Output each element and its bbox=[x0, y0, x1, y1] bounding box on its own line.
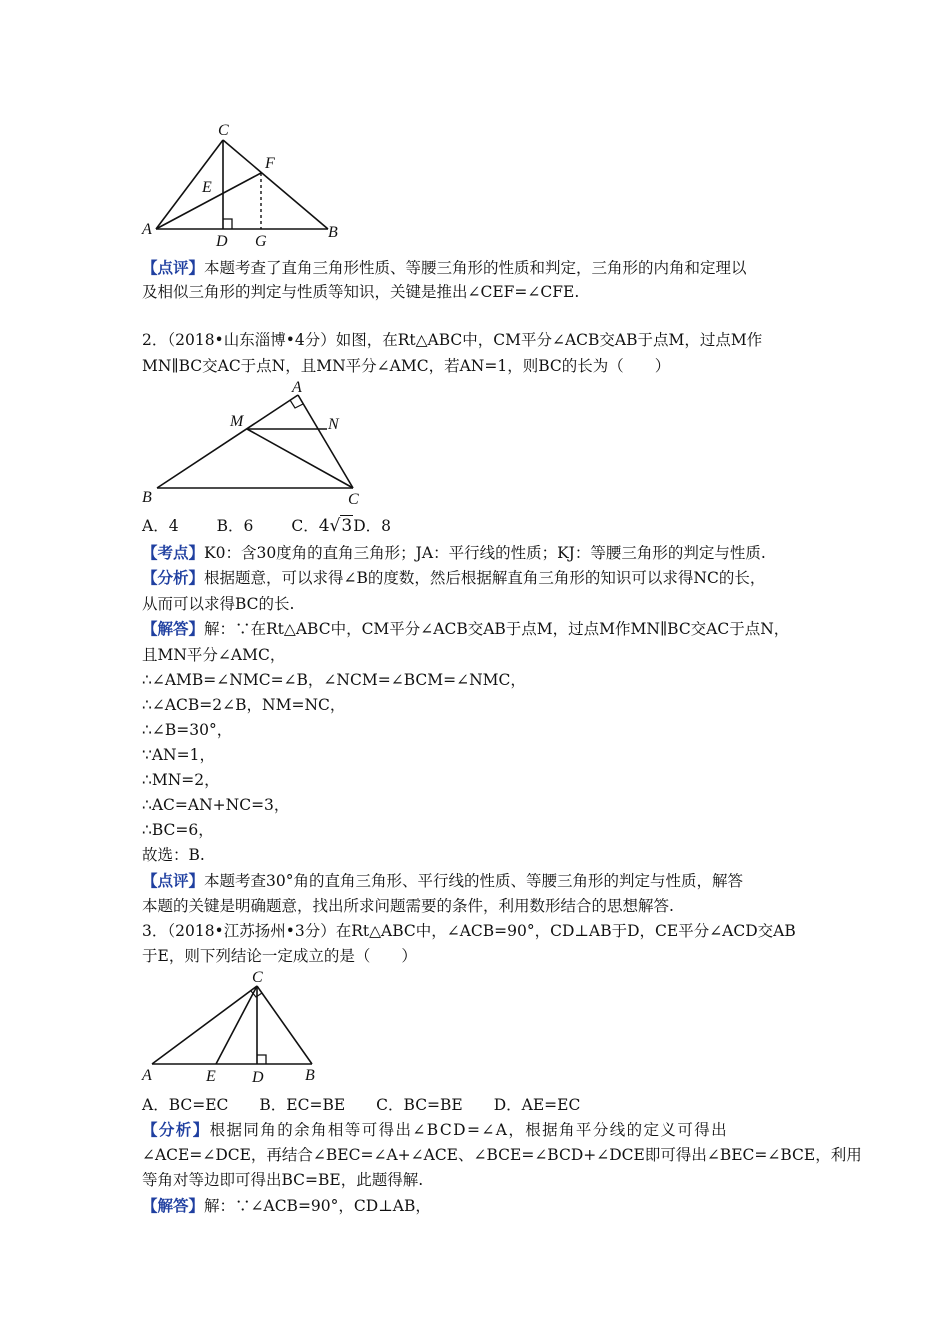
q3-stem-line2: 于E，则下列结论一定成立的是（ ） bbox=[142, 947, 417, 965]
figure-triangle-cde bbox=[140, 966, 330, 1088]
segment-ac bbox=[298, 395, 353, 488]
q2-kaodian bbox=[142, 541, 766, 565]
q3-stem-line1: 3．（2018•江苏扬州•3分）在Rt△ABC中，∠ACB=90°，CD⊥AB于D，CE平分∠ACD交AB bbox=[142, 922, 796, 940]
kaodian-tag: 【考点】 bbox=[142, 543, 205, 562]
q2-step-8: 故选：B. bbox=[142, 846, 205, 864]
choice-c-value: 4√3 bbox=[318, 516, 353, 536]
q2-dianping-line2: 本题的关键是明确题意，找出所求问题需要的条件，利用数形结合的思想解答. bbox=[142, 897, 674, 915]
label-g: G bbox=[255, 233, 267, 248]
q3-fenxi-line2: ∠ACE=∠DCE，再结合∠BEC=∠A+∠ACE、∠BCE=∠BCD+∠DCE即可得出∠BEC=∠BCE，利用 bbox=[142, 1146, 862, 1164]
q1-comment-line1 bbox=[142, 256, 747, 280]
q2-step-6: ∴AC=AN+NC=3， bbox=[142, 796, 290, 814]
segment-cb bbox=[257, 986, 312, 1064]
label-a: A bbox=[142, 1067, 152, 1084]
segment-ab bbox=[157, 395, 298, 488]
q2-step-5: ∴MN=2， bbox=[142, 771, 220, 789]
q3-fenxi-line1 bbox=[142, 1118, 728, 1142]
figure-triangle-mn bbox=[140, 380, 370, 508]
jieda-tag: 【解答】 bbox=[142, 1196, 205, 1215]
comment-tag: 【点评】 bbox=[142, 258, 205, 277]
right-angle-mark-d bbox=[257, 1055, 266, 1064]
choice-a: A．4 bbox=[142, 517, 179, 535]
q2-step-3: ∴∠B=30°， bbox=[142, 721, 233, 739]
label-a: A bbox=[292, 380, 302, 396]
right-angle-mark bbox=[223, 219, 232, 229]
label-e: E bbox=[202, 179, 212, 196]
fenxi-tag: 【分析】 bbox=[142, 568, 205, 587]
choice-c-radicand: 3 bbox=[341, 516, 353, 536]
segment-ce bbox=[216, 986, 257, 1064]
label-b: B bbox=[142, 489, 152, 506]
fenxi-text: 根据题意，可以求得∠B的度数，然后根据解直角三角形的知识可以求得NC的长， bbox=[204, 569, 766, 587]
fenxi-text: 根据同角的余角相等可得出∠BCD=∠A，根据角平分线的定义可得出 bbox=[209, 1121, 729, 1139]
label-a: A bbox=[142, 221, 152, 238]
choice-c-prefix: C． bbox=[291, 517, 319, 535]
q2-fenxi-line2: 从而可以求得BC的长. bbox=[142, 595, 295, 613]
label-m: M bbox=[230, 413, 244, 430]
q2-jieda-line1 bbox=[142, 617, 789, 641]
figure-triangle-cefg bbox=[140, 118, 350, 248]
segment-ac bbox=[156, 140, 223, 229]
q1-comment-line2: 及相似三角形的判定与性质等知识，关键是推出∠CEF=∠CFE. bbox=[142, 283, 580, 301]
label-c: C bbox=[218, 122, 229, 139]
label-c: C bbox=[252, 969, 263, 986]
choice-c-coef: 4 bbox=[318, 516, 330, 536]
comment-text: 本题考查了直角三角形性质、等腰三角形的性质和判定，三角形的内角和定理以 bbox=[204, 259, 747, 277]
q2-jieda-line2: 且MN平分∠AMC， bbox=[142, 646, 286, 664]
fenxi-tag: 【分析】 bbox=[142, 1120, 210, 1139]
dianping-tag: 【点评】 bbox=[142, 871, 205, 890]
segment-mc bbox=[247, 429, 353, 488]
choice-d: D．8 bbox=[353, 517, 391, 535]
q2-stem-line1: 2．（2018•山东淄博•4分）如图，在Rt△ABC中，CM平分∠ACB交AB于点M，过点M作 bbox=[142, 331, 763, 349]
q3-fenxi-line3: 等角对等边即可得出BC=BE，此题得解. bbox=[142, 1171, 424, 1189]
q2-step-2: ∴∠ACB=2∠B，NM=NC， bbox=[142, 696, 346, 714]
q2-choices bbox=[142, 514, 391, 538]
q2-stem-line2: MN∥BC交AC于点N，且MN平分∠AMC，若AN=1，则BC的长为（ ） bbox=[142, 357, 671, 375]
label-c: C bbox=[348, 491, 359, 508]
q2-step-4: ∵AN=1， bbox=[142, 746, 215, 764]
q2-dianping-line1 bbox=[142, 869, 743, 893]
jieda-tag: 【解答】 bbox=[142, 619, 205, 638]
q3-jieda-line1 bbox=[142, 1194, 431, 1218]
jieda-text: 解：∵在Rt△ABC中，CM平分∠ACB交AB于点M，过点M作MN∥BC交AC于点N， bbox=[204, 620, 790, 638]
q2-step-1: ∴∠AMB=∠NMC=∠B，∠NCM=∠BCM=∠NMC， bbox=[142, 671, 526, 689]
label-d: D bbox=[216, 233, 228, 248]
choice-b: B．6 bbox=[216, 517, 254, 535]
q3-choices: A．BC=EC B．EC=BE C．BC=BE D．AE=EC bbox=[142, 1096, 581, 1114]
q2-step-7: ∴BC=6， bbox=[142, 821, 214, 839]
dianping-text: 本题考查30°角的直角三角形、平行线的性质、等腰三角形的判定与性质，解答 bbox=[204, 872, 743, 890]
segment-ac bbox=[152, 986, 257, 1064]
label-b: B bbox=[328, 224, 338, 241]
label-n: N bbox=[328, 416, 339, 433]
q2-fenxi-line1 bbox=[142, 566, 765, 590]
label-b: B bbox=[305, 1067, 315, 1084]
label-f: F bbox=[265, 155, 275, 172]
label-d: D bbox=[252, 1069, 264, 1086]
jieda-text: 解：∵∠ACB=90°，CD⊥AB， bbox=[204, 1197, 431, 1215]
label-e: E bbox=[206, 1068, 216, 1085]
kaodian-text: K0：含30度角的直角三角形；JA：平行线的性质；KJ：等腰三角形的判定与性质. bbox=[204, 544, 766, 562]
